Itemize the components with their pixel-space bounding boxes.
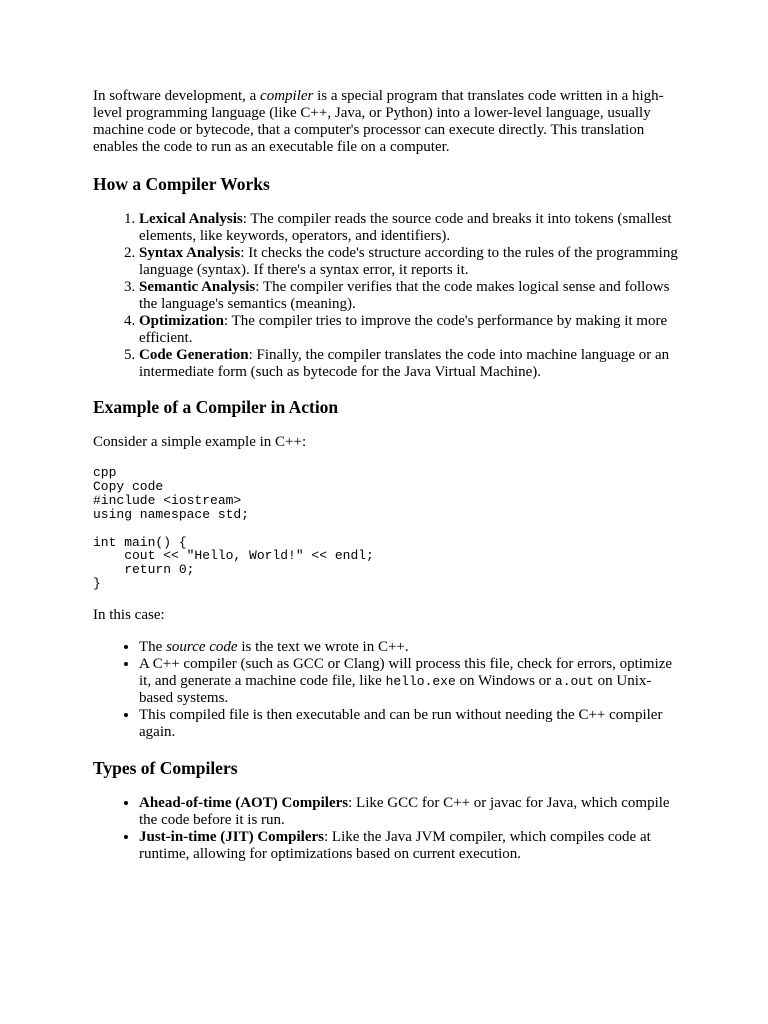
- example-lead: Consider a simple example in C++:: [93, 434, 307, 450]
- intro-emphasis: compiler: [260, 88, 314, 104]
- list-item: [139, 639, 683, 656]
- heading-example: Example of a Compiler in Action: [93, 397, 339, 417]
- compiler-steps-list: [93, 211, 683, 381]
- list-item: [139, 347, 683, 381]
- bullet-text: This compiled file is then executable and can be run without needing the C++ compiler again.: [139, 707, 663, 741]
- bullet-text: on Unix-based systems.: [139, 673, 652, 707]
- step-text: : The compiler reads the source code and breaks it into tokens (smallest elements, like keywords, operators, and identifiers).: [139, 211, 672, 244]
- bullet-emphasis: source code: [166, 639, 238, 656]
- bullet-text: on Windows or: [455, 673, 555, 690]
- list-item: [139, 656, 683, 707]
- code-block: cpp Copy code #include <iostream> using namespace std; int main() { cout << "Hello, World!" << endl; return 0; }: [93, 465, 374, 592]
- heading-how-compiler-works: How a Compiler Works: [93, 174, 270, 194]
- list-item: [139, 313, 683, 347]
- step-text: : The compiler tries to improve the code's performance by making it more efficient.: [139, 313, 668, 346]
- bullet-text: A C++ compiler (such as GCC or Clang) will process this file, check for errors, optimize it, and generate a machine code file, like: [139, 656, 673, 690]
- type-term: Ahead-of-time (AOT) Compilers: [139, 795, 349, 812]
- step-text: : The compiler verifies that the code makes logical sense and follows the language's semantics (meaning).: [139, 279, 670, 312]
- intro-text-1: In software development, a: [93, 88, 261, 104]
- list-item: [139, 707, 683, 741]
- intro-text-2: is a special program that translates code written in a high-level programming language (like C++, Java, or Python) into a lower-level language, usually machine code or bytecode, that a computer's processor can execute directly. This translation enables the code to run as an executable file on a computer.: [93, 88, 664, 155]
- heading-types: Types of Compilers: [93, 758, 238, 779]
- list-item: [139, 795, 683, 829]
- step-term: Optimization: [139, 313, 224, 329]
- step-term: Code Generation: [139, 347, 249, 363]
- step-term: Semantic Analysis: [139, 279, 256, 295]
- types-list: [93, 795, 683, 863]
- type-text: : Like GCC for C++ or javac for Java, which compile the code before it is run.: [139, 795, 670, 829]
- document-page: [93, 88, 683, 880]
- list-item: [139, 245, 683, 279]
- step-text: : It checks the code's structure according to the rules of the programming language (syntax). If there's a syntax error, it reports it.: [139, 245, 678, 278]
- type-text: : Like the Java JVM compiler, which compiles code at runtime, allowing for optimizations based on current execution.: [139, 829, 651, 863]
- bullet-text: is the text we wrote in C++.: [237, 639, 409, 656]
- step-text: : Finally, the compiler translates the code into machine language or an intermediate form (such as bytecode for the Java Virtual Machine).: [139, 347, 670, 380]
- type-term: Just-in-time (JIT) Compilers: [139, 829, 324, 846]
- inline-code: a.out: [554, 674, 594, 690]
- case-bullets-list: [93, 639, 683, 741]
- bullet-text: The: [139, 639, 167, 656]
- list-item: [139, 829, 683, 863]
- list-item: [139, 279, 683, 313]
- case-lead: In this case:: [93, 607, 165, 624]
- inline-code: hello.exe: [385, 674, 456, 690]
- step-term: Syntax Analysis: [139, 245, 241, 261]
- intro-paragraph: [93, 88, 683, 156]
- list-item: [139, 211, 683, 245]
- step-term: Lexical Analysis: [139, 211, 243, 227]
